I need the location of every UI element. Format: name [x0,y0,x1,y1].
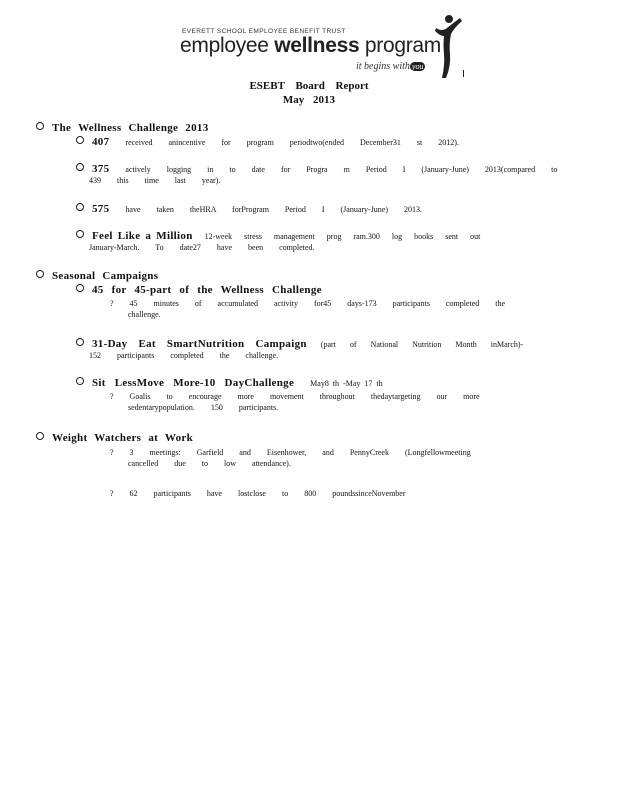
item-text: actively logging in to date for Progra m Period I (January-June) 2013(compared to [125,165,558,174]
sub-item [110,298,505,320]
bullet-icon [76,230,84,238]
sub-item-text: ? 62 participants have lostclose to 800 poundssinceNovember [110,489,406,498]
bullet-icon [76,136,84,144]
bullet-icon [76,377,84,385]
sub-item [110,488,406,499]
sub-item-text-continued: cancelled due to low attendance). [128,459,291,468]
item-text-continued: 439 this time last year). [89,176,221,185]
sub-item [110,391,480,413]
sub-item-text: ? 3 meetings: Garfield and Eisenhower, and PennyCreek (Longfellowmeeting [110,448,471,457]
logo-program-name [180,34,441,58]
report-title: ESEBT Board Report [249,80,369,92]
bullet-icon [36,270,44,278]
sub-item-text-continued: sedentarypopulation. 150 participants. [128,403,279,412]
person-figure-icon [432,14,464,80]
bullet-icon [76,203,84,211]
item-text: have taken theHRA forProgram Period I (January-June) 2013. [125,205,423,214]
wellness-program-logo [180,14,470,80]
logo-tagline-badge: you [411,62,424,71]
bullet-icon [76,284,84,292]
item-heading: 45 for 45-part of the Wellness Challenge [92,284,322,296]
logo-tagline [356,61,425,72]
section-wellness-challenge [36,122,209,134]
item-text: 12-week stress management prog ram.300 log books sent out [204,232,481,241]
item-number: 407 [92,136,110,148]
item-heading: Feel Like a Million [92,230,193,242]
item-text: received anincentive for program periodtwo(ended December31 st 2012). [125,138,459,147]
section-title: Seasonal Campaigns [52,270,159,282]
item-heading: 31-Day Eat SmartNutrition Campaign [92,338,307,350]
item-date-range: May8 th -May 17 th [310,379,383,388]
list-item [76,203,422,215]
bullet-icon [36,432,44,440]
item-text-continued: 152 participants completed the challenge. [89,351,279,360]
report-date: May 2013 [282,94,336,106]
logo-tagline-text: it begins with [356,61,410,72]
logo-name-bold: wellness [274,34,360,57]
item-heading: Sit LessMove More-10 DayChallenge [92,377,295,389]
divider-mark [463,70,464,77]
item-text: (part of National Nutrition Month inMarch)- [320,340,524,349]
logo-name-part1: employee [180,34,275,57]
item-text-continued: January-March. To date27 have been completed. [89,243,315,252]
item-number: 575 [92,203,110,215]
sub-item [110,447,471,469]
section-seasonal-campaigns [36,270,158,282]
sub-item-text: ? Goalis to encourage more movement throughout thedaytargeting our more [110,392,480,401]
list-item [76,163,557,186]
bullet-icon [36,122,44,130]
list-item [76,377,383,389]
sub-item-text-continued: challenge. [128,310,161,319]
section-weight-watchers [36,432,193,444]
list-item [76,230,480,253]
logo-name-part2: program [359,34,441,57]
item-number: 375 [92,163,110,175]
bullet-icon [76,338,84,346]
section-title: The Wellness Challenge 2013 [52,122,209,134]
list-item [76,136,459,148]
list-item [76,338,523,361]
bullet-icon [76,163,84,171]
sub-item-text: ? 45 minutes of accumulated activity for45 days-173 participants completed the [110,299,506,308]
section-title: Weight Watchers at Work [52,432,194,444]
list-item [76,284,322,296]
logo-trust-line: EVERETT SCHOOL EMPLOYEE BENEFIT TRUST [182,28,346,35]
